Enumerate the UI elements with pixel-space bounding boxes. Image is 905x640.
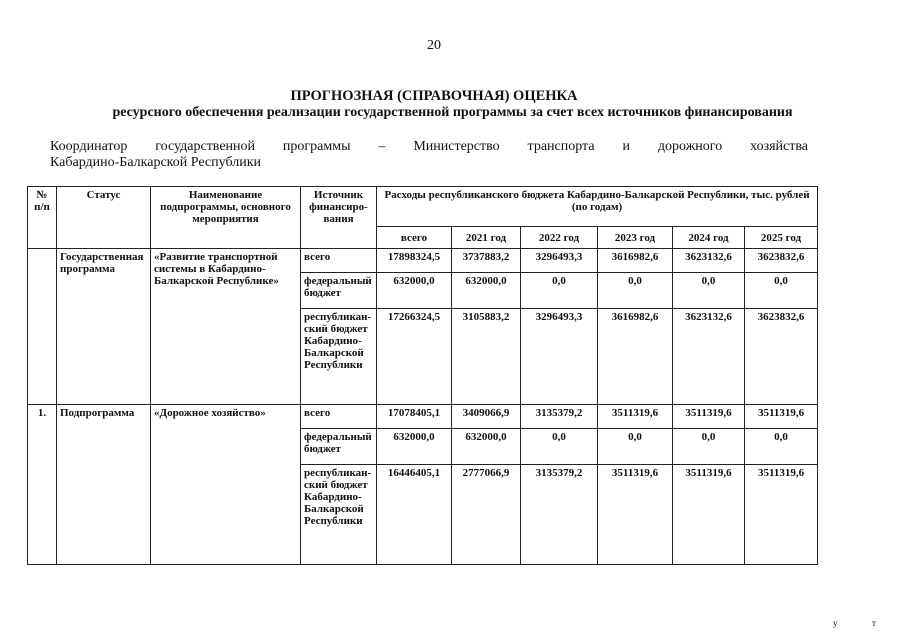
cell-2021: 632000,0 [452,429,521,465]
cell-2024: 3623132,6 [673,309,745,405]
cell-2025: 3511319,6 [745,465,818,565]
row-status: Подпрограмма [57,405,151,565]
header-num: № п/п [28,187,57,249]
cell-2022: 0,0 [521,429,598,465]
row-status: Государственная программа [57,249,151,405]
row-source: республикан- ский бюджет Кабардино- Балкарской Республики [301,309,377,405]
document-title: ПРОГНОЗНАЯ (СПРАВОЧНАЯ) ОЦЕНКА [290,88,578,104]
table-row [28,405,818,429]
cell-2021: 2777066,9 [452,465,521,565]
cell-2025: 3623832,6 [745,249,818,273]
cell-total: 632000,0 [377,273,452,309]
row-num: 1. [28,405,57,565]
cell-2025: 0,0 [745,429,818,465]
cell-2025: 0,0 [745,273,818,309]
cell-2024: 3623132,6 [673,249,745,273]
cell-2025: 3623832,6 [745,309,818,405]
row-source: федеральный бюджет [301,429,377,465]
cell-2022: 3135379,2 [521,405,598,429]
page-number: 20 [427,38,441,53]
cell-2022: 0,0 [521,273,598,309]
cell-2023: 3616982,6 [598,309,673,405]
row-name: «Дорожное хозяйство» [151,405,301,565]
cell-2024: 3511319,6 [673,405,745,429]
row-num [28,249,57,405]
header-source: Источник финансиро- вания [301,187,377,249]
cell-2024: 0,0 [673,273,745,309]
coordinator-line-2: Кабардино-Балкарской Республики [50,155,261,170]
row-source: республикан- ский бюджет Кабардино- Балкарской Республики [301,465,377,565]
funding-table [27,186,818,565]
cell-2023: 0,0 [598,273,673,309]
table-row [28,249,818,273]
header-year-2024: 2024 год [673,227,745,249]
cell-2024: 3511319,6 [673,465,745,565]
cell-2021: 3105883,2 [452,309,521,405]
header-year-total: всего [377,227,452,249]
row-source: всего [301,405,377,429]
cell-total: 17078405,1 [377,405,452,429]
document-subtitle: ресурсного обеспечения реализации государственной программы за счет всех источников финансирования [112,105,793,120]
margin-mark: т [872,618,876,628]
coordinator-line-1: Координатор государственной программы – Министерство транспорта и дорожного хозяйства [50,139,808,154]
cell-total: 17898324,5 [377,249,452,273]
cell-total: 17266324,5 [377,309,452,405]
header-expenses: Расходы республиканского бюджета Кабардино-Балкарской Республики, тыс. рублей (по годам) [377,187,818,227]
cell-2022: 3296493,3 [521,249,598,273]
row-source: федеральный бюджет [301,273,377,309]
header-year-2023: 2023 год [598,227,673,249]
cell-2023: 3511319,6 [598,465,673,565]
cell-2023: 3616982,6 [598,249,673,273]
cell-2022: 3296493,3 [521,309,598,405]
cell-2023: 0,0 [598,429,673,465]
header-year-2025: 2025 год [745,227,818,249]
cell-2021: 3409066,9 [452,405,521,429]
cell-2023: 3511319,6 [598,405,673,429]
cell-2021: 3737883,2 [452,249,521,273]
row-source: всего [301,249,377,273]
cell-2021: 632000,0 [452,273,521,309]
header-year-2021: 2021 год [452,227,521,249]
header-name: Наименование подпрограммы, основного мероприятия [151,187,301,249]
cell-total: 632000,0 [377,429,452,465]
cell-2024: 0,0 [673,429,745,465]
header-year-2022: 2022 год [521,227,598,249]
cell-total: 16446405,1 [377,465,452,565]
header-status: Статус [57,187,151,249]
row-name: «Развитие транспортной системы в Кабардино-Балкарской Республике» [151,249,301,405]
cell-2022: 3135379,2 [521,465,598,565]
cell-2025: 3511319,6 [745,405,818,429]
margin-mark: у [833,618,838,628]
